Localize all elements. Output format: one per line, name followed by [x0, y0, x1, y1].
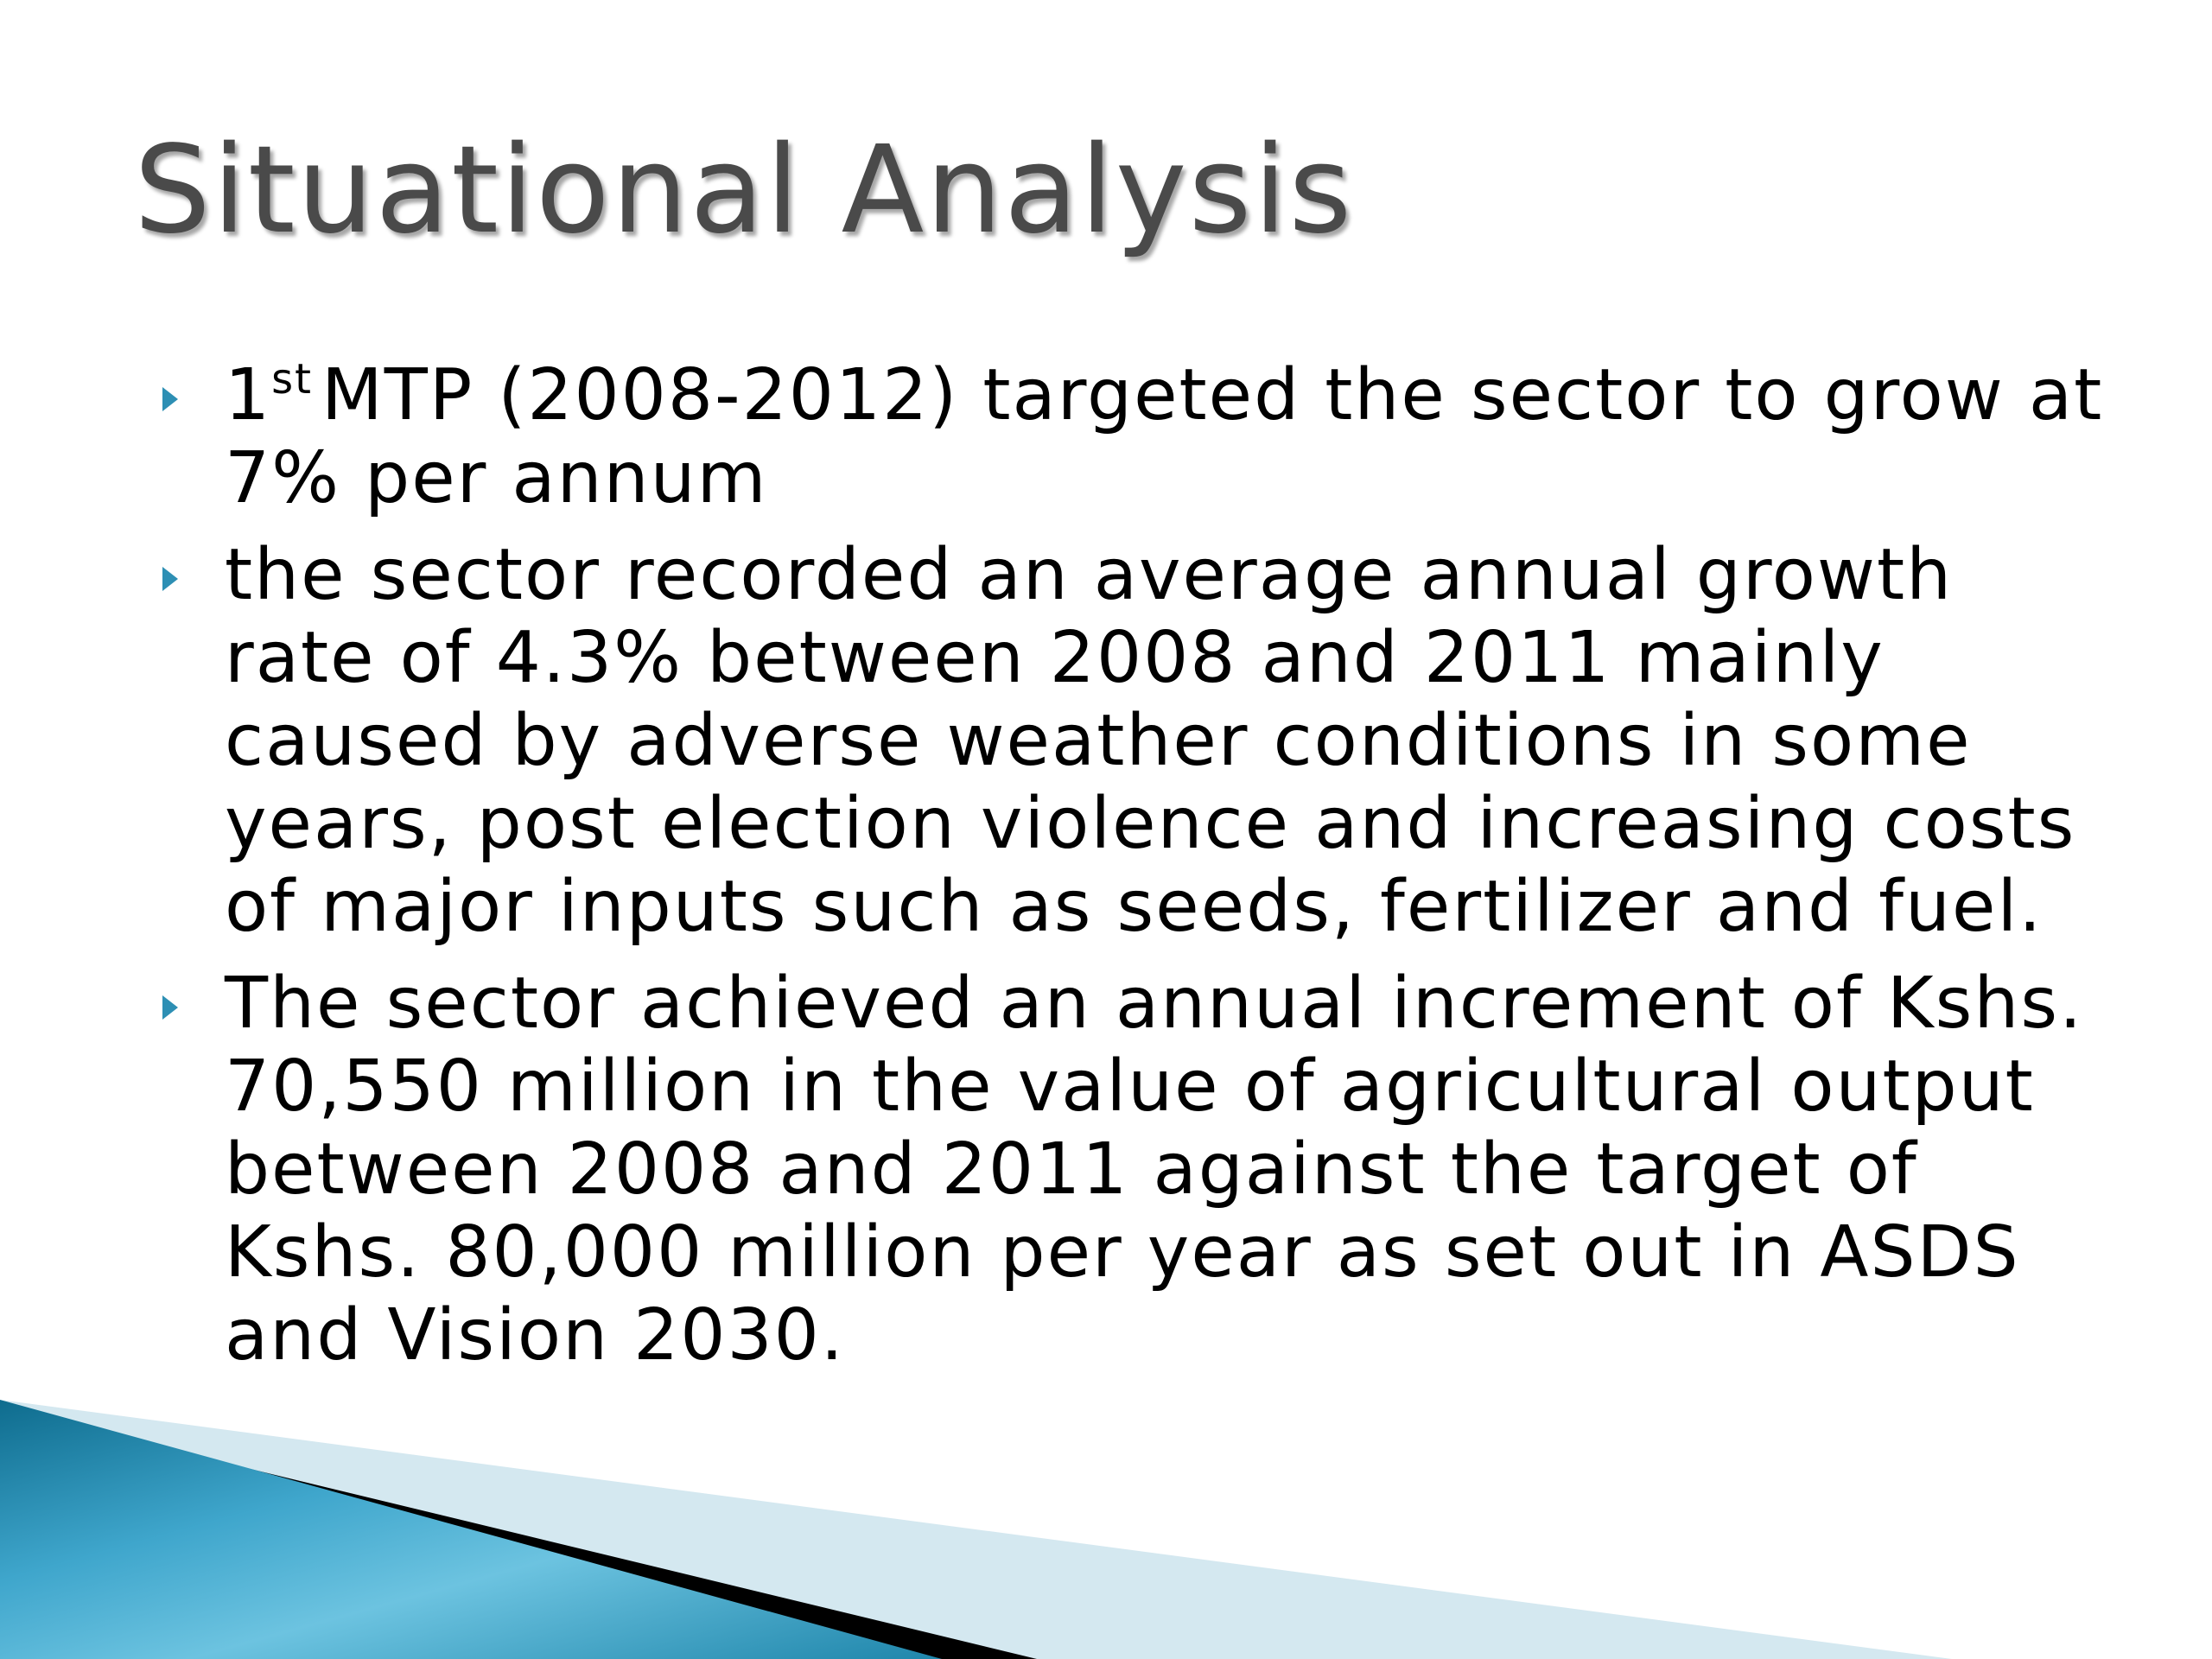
bullet-prefix: 1	[225, 354, 272, 436]
bullet-item	[162, 534, 2124, 949]
bullet-text: MTP (2008-2012) targeted the sector to grow at 7% per annum	[225, 354, 2104, 519]
bullet-item	[162, 963, 2124, 1377]
triangle-right-icon	[162, 567, 178, 591]
triangle-right-icon	[162, 995, 178, 1020]
bullet-item	[162, 354, 2124, 520]
bullet-text: the sector recorded an average annual growth rate of 4.3% between 2008 and 2011 mainly caused by adverse weather conditions in some years, post election violence and increasing costs of major inputs such as seeds, fertilizer and fuel.	[225, 534, 2076, 948]
bullet-text: The sector achieved an annual increment of Kshs. 70,550 million in the value of agricultural output between 2008 and 2011 against the target of Kshs. 80,000 million per year as set out in ASDS and Vision 2030.	[225, 963, 2084, 1376]
slide-title: Situational Analysis	[134, 120, 1354, 261]
bullet-list	[162, 354, 2124, 1391]
bullet-superscript: st	[271, 355, 313, 404]
triangle-right-icon	[162, 387, 178, 411]
